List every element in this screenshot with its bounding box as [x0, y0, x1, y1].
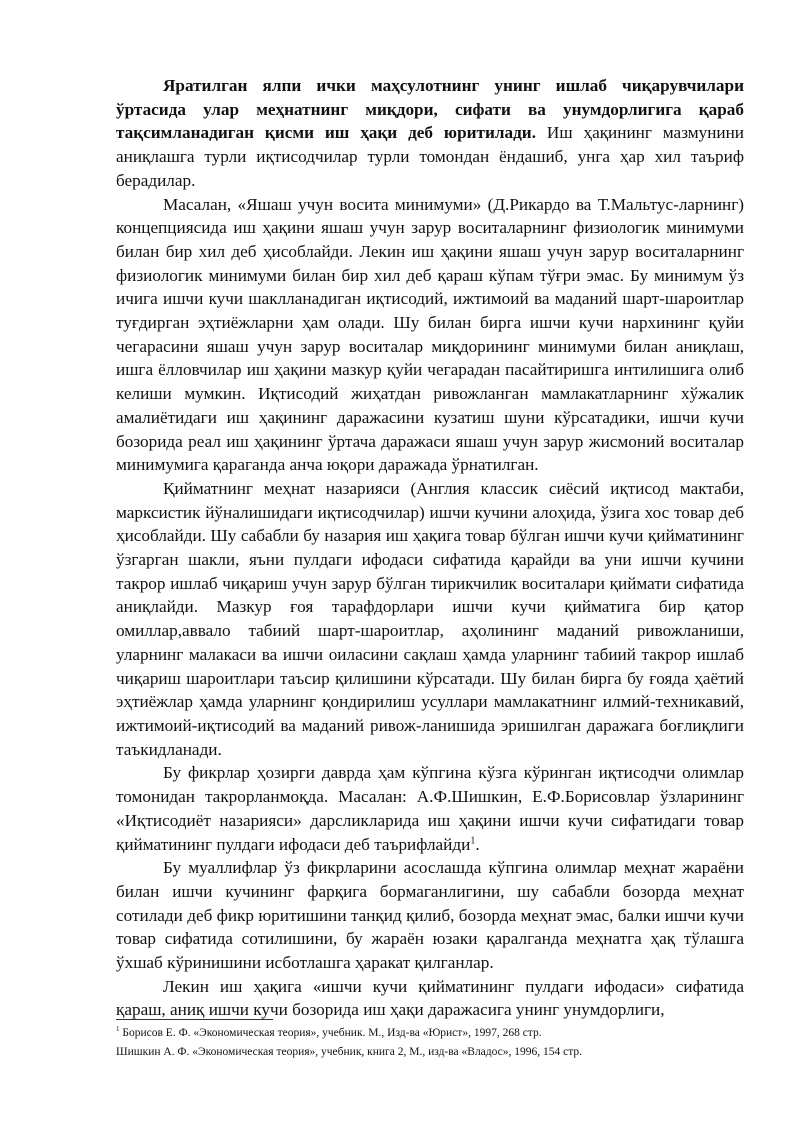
body-text: [116, 74, 744, 1022]
paragraph-3: Қийматнинг меҳнат назарияси (Англия классик сиёсий иқтисод мактаби, марксистик йўналишидаги иқтисодчилар) ишчи кучини алоҳида, ўзига хос товар деб ҳисоблайди. Шу сабабли бу назария иш ҳақига товар бўлган ишчи кучи қийматининг ўзгарган шакли, яъни пулдаги ифодаси сифатида қарайди ва уни ишчи кучини такрор ишлаб чиқариш учун зарур бўлган тирикчилик воситалари қиймати сифатида аниқлайди. Мазкур ғоя тарафдорлари ишчи кучи қийматига бир қатор омиллар,аввало табиий шарт-шароитлар, аҳолининг маданий ривожланиши, уларнинг малакаси ва ишчи оиласини сақлаш ҳамда уларнинг табиий такрор ишлаб чиқариш шароитлари таъсир қилишини кўрсатади. Шу билан бирга бу ғояда ҳаётий эҳтиёжлар ҳамда уларнинг қондирилиш усуллари мамлакатнинг илмий-техникавий, ижтимоий-иқтисодий ва маданий ривож-ланишида эришилган даражага боғлиқлиги таъкидланади.: [116, 478, 744, 759]
footnote-reference-1: 1: [470, 834, 476, 846]
paragraph-1-rest: Иш ҳақининг мазмунини аниқлашга турли иқтисодчилар турли томондан ёндашиб, унга ҳар хил таъриф берадилар.: [116, 123, 744, 190]
footnote-1-text: Борисов Е. Ф. «Экономическая теория», учебник. М., Изд-ва «Юрист», 1997, 268 стр.: [119, 1027, 542, 1039]
footnote-1: [116, 1024, 756, 1043]
paragraph-4-text: Бу фикрлар ҳозирги даврда ҳам кўпгина кўзга кўринган иқтисодчи олимлар томонидан такрорланмоқда. Масалан: А.Ф.Шишкин, Е.Ф.Борисовлар ўзларининг «Иқтисодиёт назарияси» дарсликларида иш ҳақини ишчи кучи сифатидаги товар қийматининг пулдаги ифодаси деб таърифлайди: [116, 763, 744, 854]
paragraph-1-bold-definition: Яратилган ялпи ички маҳсулотнинг унинг ишлаб чиқарувчилари ўртасида улар меҳнатнинг миқдори, сифати ва унумдорлигига қараб тақсимланадиган қисми иш ҳақи деб юритилади.: [116, 76, 744, 143]
paragraph-4-end: .: [475, 834, 480, 854]
footnote-2: Шишкин А. Ф. «Экономическая теория», учебник, книга 2, М., изд-ва «Владос», 1996, 154 стр.: [116, 1046, 583, 1058]
paragraph-1: [116, 74, 744, 193]
paragraph-4: [116, 761, 744, 856]
paragraph-5: Бу муаллифлар ўз фикрларини асослашда кўпгина олимлар меҳнат жараёни билан ишчи кучининг фарқига бормаганлигини, шу сабабли бозорда меҳнат сотилади деб фикр юритишини танқид қилиб, бозорда меҳнат эмас, балки ишчи кучи товар сифатида сотилишини, бу жараён юзаки қаралганда меҳнатга ҳақ тўлашга ўхшаб кўринишини исботлашга ҳаракат қилганлар.: [116, 858, 744, 973]
paragraph-2: Масалан, «Яшаш учун восита минимуми» (Д.Рикардо ва Т.Мальтус-ларнинг) концепциясида иш ҳақини яшаш учун зарур воситаларнинг физиологик минимуми билан бир хил деб ҳисоблайди. Лекин иш ҳақини яшаш учун зарур воситаларнинг физиологик минимуми билан бир хил деб қараш кўпам тўғри эмас. Бу минимум ўз ичига ишчи кучи шаклланадиган иқтисодий, ижтимоий ва маданий шарт-шароитлар туғдирган эҳтиёжларни ҳам олади. Шу билан бирга ишчи кучи нархининг қуйи чегарасини яшаш учун зарур воситалар миқдорининг минимуми билан аниқлаш, ишга ёлловчилар иш ҳақини мазкур қуйи чегарадан пасайтиришга интилишига олиб келиши мумкин. Иқтисодий жиҳатдан ривожланган мамлакатларнинг хўжалик амалиётидаги иш ҳақининг даражасини кузатиш шуни кўрсатадики, ишчи кучи бозорида реал иш ҳақининг ўртача даражаси яшаш учун зарур жисмоний воситалар минимумига қараганда анча юқори даражада ўрнатилган.: [116, 194, 744, 475]
footnote-1-mark: 1: [116, 1025, 120, 1034]
footnotes: [116, 1024, 756, 1062]
paragraph-6: Лекин иш ҳақига «ишчи кучи қийматининг пулдаги ифодаси» сифатида қараш, аниқ ишчи кучи бозорида иш ҳақи даражасига унинг унумдорлиги,: [116, 976, 744, 1020]
footnote-separator: [116, 1019, 273, 1020]
